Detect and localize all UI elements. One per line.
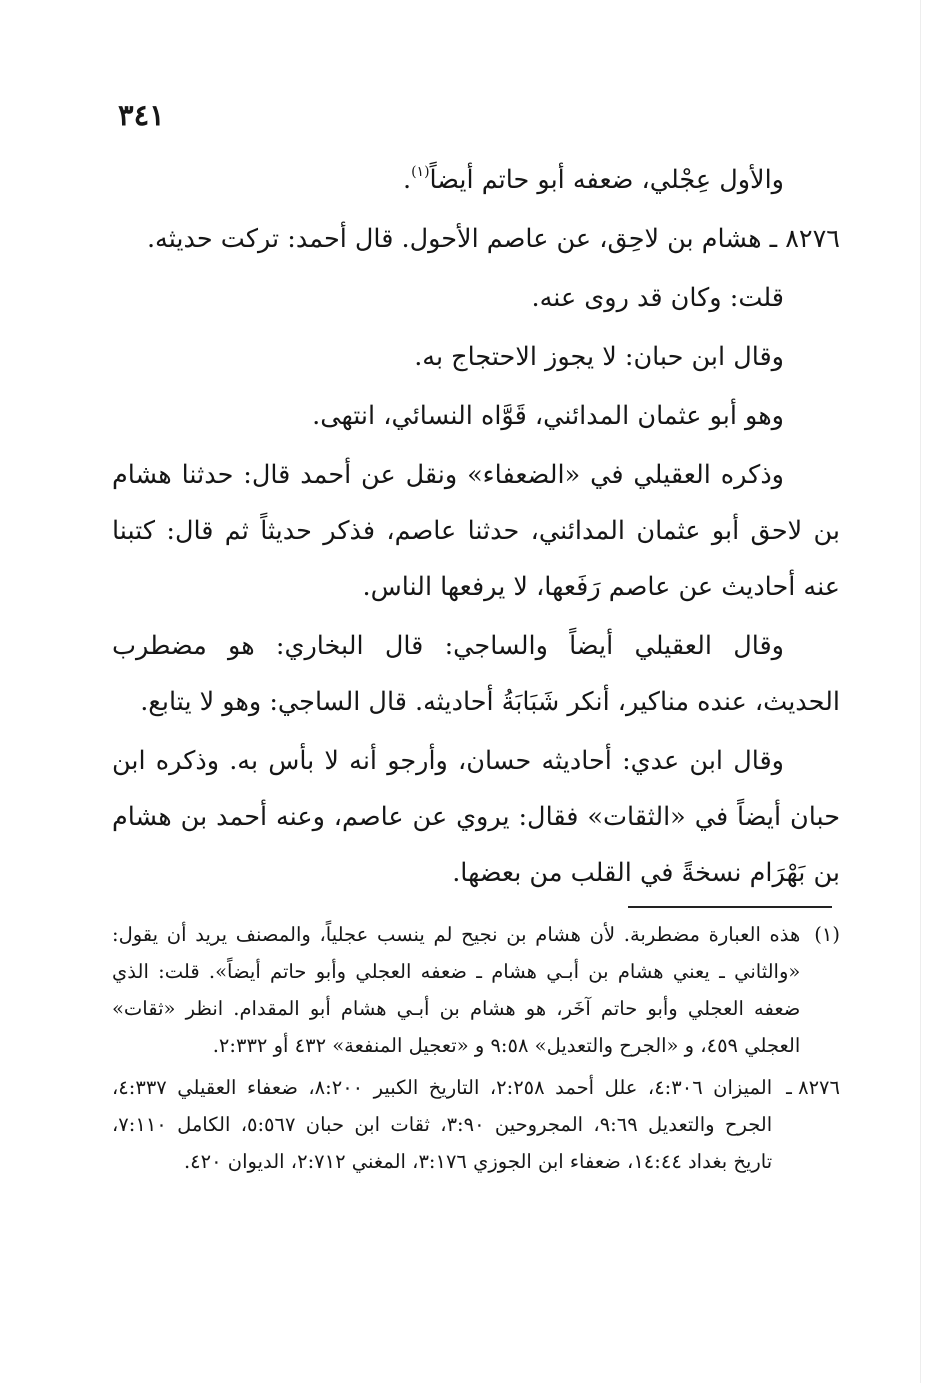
page-edge [920, 0, 921, 1383]
footnote-1 [112, 916, 840, 1064]
entry-number: ٨٢٧٦ ـ [769, 224, 840, 254]
entry-paragraph [112, 211, 840, 267]
footnote-sources-text: الميزان ٤:٣٠٦، علل أحمد ٢:٢٥٨، التاريخ الكبير ٨:٢٠٠، ضعفاء العقيلي ٤:٣٣٧، الجرح والتعديل ٩:٦٩، المجروحين ٣:٩٠، ثقات ابن حبان ٥:٥٦٧، الكامل ٧:١١٠، تاريخ بغداد ١٤:٤٤، ضعفاء ابن الجوزي ٣:١٧٦، المغني ٢:٧١٢، الديوان ٤٢٠. [112, 1076, 773, 1173]
footnote-sources [112, 1069, 840, 1180]
page-number: ٣٤١ [118, 98, 165, 132]
paragraph-qult: قلت: وكان قد روى عنه. [531, 283, 784, 313]
paragraph-ibn-adi: وقال ابن عدي: أحاديثه حسان، وأرجو أنه لا بأس به. وذكره ابن حبان أيضاً في «الثقات» فقال: يروي عن عاصم، وعنه أحمد بن هشام بن بَهْرَام نسخةً في القلب من بعضها. [112, 746, 840, 888]
paragraph-saji: وقال العقيلي أيضاً والساجي: قال البخاري: هو مضطرب الحديث، عنده مناكير، أنكر شَبَابَةُ أحاديثه. قال الساجي: وهو لا يتابع. [112, 631, 840, 717]
main-text [112, 152, 840, 901]
entry-text: هشام بن لاحِق، عن عاصم الأحول. قال أحمد: تركت حديثه. [146, 224, 770, 254]
footnote-1-marker: (١) [814, 923, 840, 946]
footnote-sources-marker: ٨٢٧٦ ـ [786, 1076, 840, 1099]
paragraph-first-text: والأول عِجْلي، ضعفه أبو حاتم أيضاً [429, 165, 784, 195]
paragraph-first-end: . [402, 165, 412, 195]
footnote-separator [628, 906, 832, 908]
paragraph-first-line [112, 152, 840, 208]
footnote-reference-1[interactable]: (١) [411, 164, 430, 180]
paragraph-abu-uthman: وهو أبو عثمان المدائني، قَوَّاه النسائي، انتهى. [312, 401, 784, 431]
paragraph-uqayli: وذكره العقيلي في «الضعفاء» ونقل عن أحمد قال: حدثنا هشام بن لاحق أبو عثمان المدائني، حدثنا عاصم، فذكر حديثاً ثم قال: كتبنا عنه أحاديث عن عاصم رَفَعها، لا يرفعها الناس. [112, 460, 840, 602]
footnote-1-text: هذه العبارة مضطربة. لأن هشام بن نجيح لم ينسب عجلياً، والمصنف يريد أن يقول: «والثاني ـ يعني هشام بن أبـي هشام ـ ضعفه العجلي وأبو حاتم أيضاً». قلت: الذي ضعفه العجلي وأبو حاتم آخَر، هو هشام بن أبـي هشام أبو المقدام. انظر «ثقات» العجلي ٤٥٩، و «الجرح والتعديل» ٩:٥٨ و «تعجيل المنفعة» ٤٣٢ أو ٢:٣٣٢. [112, 923, 801, 1057]
paragraph-ibn-hibban: وقال ابن حبان: لا يجوز الاحتجاج به. [414, 342, 784, 372]
footnotes [112, 916, 840, 1180]
